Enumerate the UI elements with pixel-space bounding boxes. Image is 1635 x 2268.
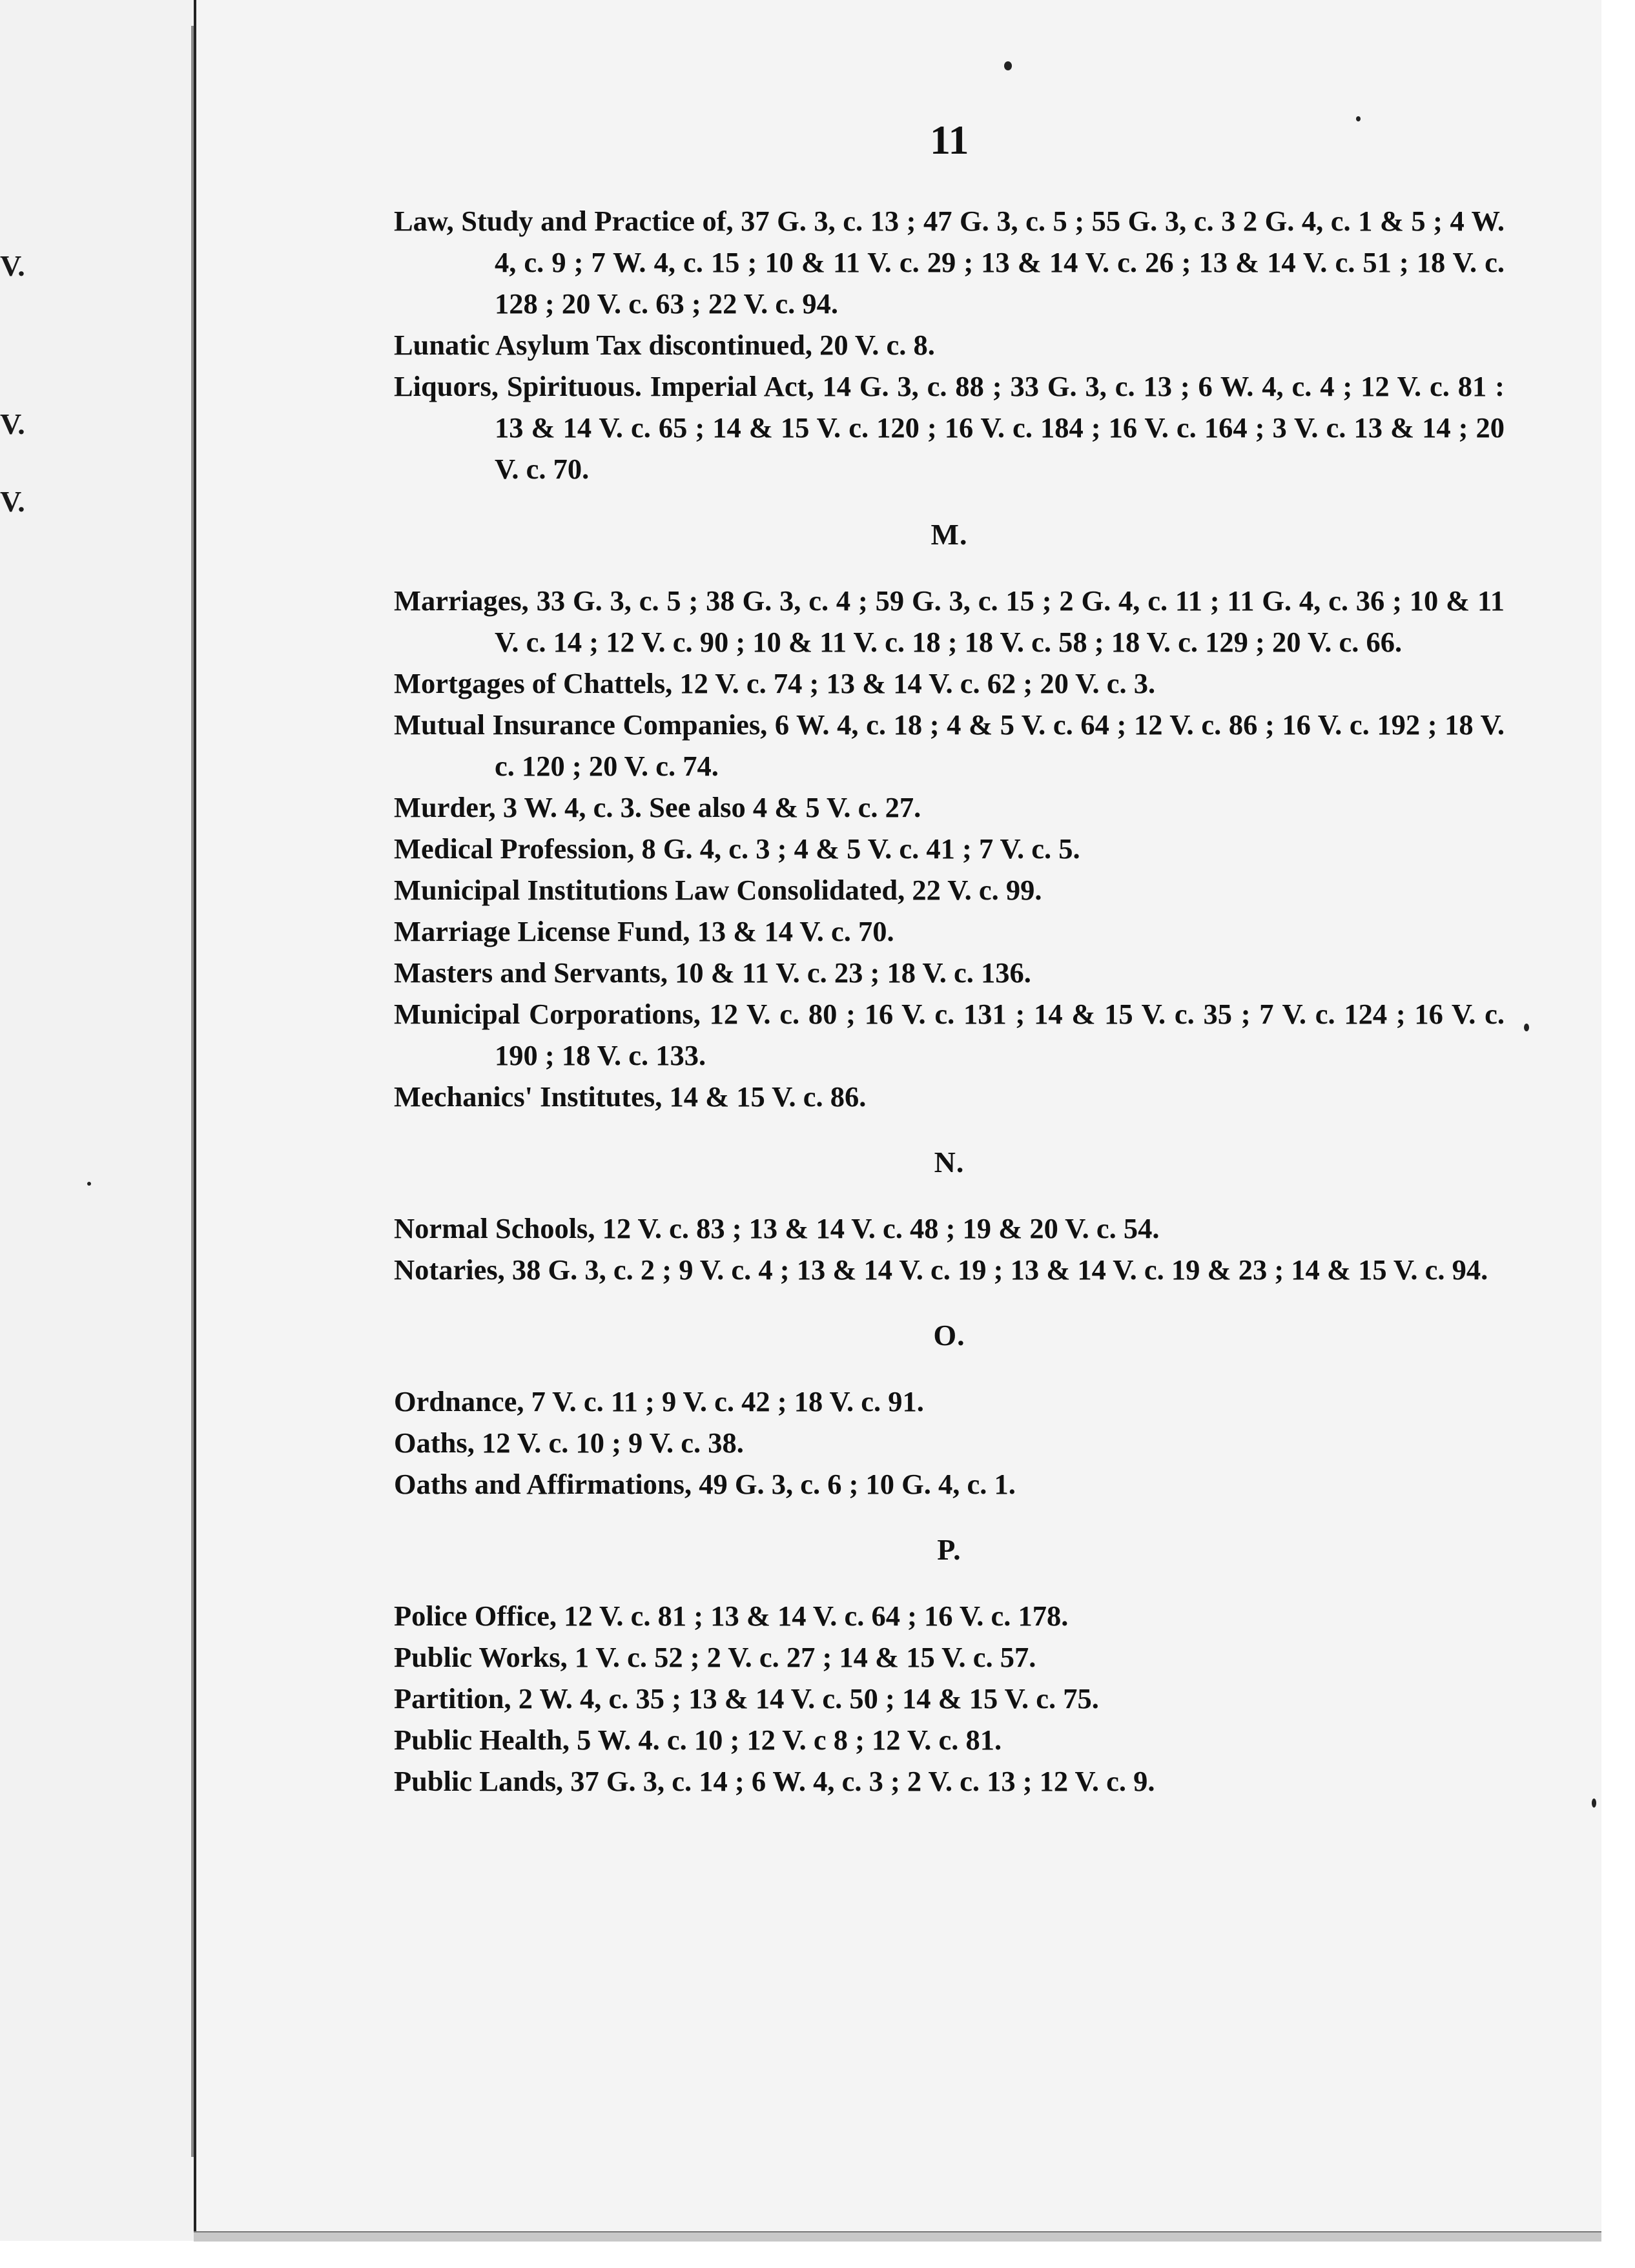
index-entry: Masters and Servants, 10 & 11 V. c. 23 ; 18 V. c. 136.	[394, 956, 1031, 989]
index-entry: Law, Study and Practice of, 37 G. 3, c. 13 ; 47 G. 3, c. 5 ; 55 G. 3, c. 3 2 G. 4, c. 1 & 5 ; 4 W. 4, c. 9 ; 7 W. 4, c. 15 ; 10 & 11 V. c. 29 ; 13 & 14 V. c. 26 ; 13 & 14 V. c. 51 ; 18 V. c. 128 ; 20 V. c. 63 ; 22 V. c. 94.	[394, 205, 1505, 320]
index-entry: Normal Schools, 12 V. c. 83 ; 13 & 14 V. c. 48 ; 19 & 20 V. c. 54.	[394, 1212, 1160, 1244]
index-entry: Partition, 2 W. 4, c. 35 ; 13 & 14 V. c. 50 ; 14 & 15 V. c. 75.	[394, 1682, 1099, 1715]
ink-speck	[87, 1182, 91, 1186]
index-body	[394, 200, 1505, 1802]
index-entry: Municipal Corporations, 12 V. c. 80 ; 16 V. c. 131 ; 14 & 15 V. c. 35 ; 7 V. c. 124 ; 16 V. c. 190 ; 18 V. c. 133.	[394, 998, 1505, 1071]
facing-page-fragment: V.	[0, 249, 25, 282]
index-entry: Liquors, Spirituous. Imperial Act, 14 G. 3, c. 88 ; 33 G. 3, c. 13 ; 6 W. 4, c. 4 ; 12 V. c. 81 : 13 & 14 V. c. 65 ; 14 & 15 V. c. 120 ; 16 V. c. 184 ; 16 V. c. 164 ; 3 V. c. 13 & 14 ; 20 V. c. 70.	[394, 370, 1505, 485]
facing-page-fragment: V.	[0, 485, 25, 518]
index-entry: Public Health, 5 W. 4. c. 10 ; 12 V. c 8 ; 12 V. c. 81.	[394, 1724, 1002, 1756]
index-entry: Ordnance, 7 V. c. 11 ; 9 V. c. 42 ; 18 V. c. 91.	[394, 1385, 924, 1418]
ink-speck	[1592, 1799, 1596, 1808]
page-number: 11	[930, 117, 969, 163]
index-entry: Marriage License Fund, 13 & 14 V. c. 70.	[394, 915, 894, 947]
index-section-o	[394, 1315, 1505, 1505]
index-entry: Notaries, 38 G. 3, c. 2 ; 9 V. c. 4 ; 13 & 14 V. c. 19 ; 13 & 14 V. c. 19 & 23 ; 14 & 15 V. c. 94.	[394, 1253, 1488, 1286]
index-entry: Oaths and Affirmations, 49 G. 3, c. 6 ; 10 G. 4, c. 1.	[394, 1468, 1016, 1500]
index-entry: Mutual Insurance Companies, 6 W. 4, c. 18 ; 4 & 5 V. c. 64 ; 12 V. c. 86 ; 16 V. c. 192 ; 18 V. c. 120 ; 20 V. c. 74.	[394, 708, 1505, 782]
index-entry: Mortgages of Chattels, 12 V. c. 74 ; 13 & 14 V. c. 62 ; 20 V. c. 3.	[394, 667, 1156, 699]
facing-page-margin	[0, 0, 194, 2241]
index-section-p	[394, 1529, 1505, 1802]
index-entry: Marriages, 33 G. 3, c. 5 ; 38 G. 3, c. 4 ; 59 G. 3, c. 15 ; 2 G. 4, c. 11 ; 11 G. 4, c. 36 ; 10 & 11 V. c. 14 ; 12 V. c. 90 ; 10 & 11 V. c. 18 ; 18 V. c. 58 ; 18 V. c. 129 ; 20 V. c. 66.	[394, 584, 1505, 658]
index-entry: Medical Profession, 8 G. 4, c. 3 ; 4 & 5 V. c. 41 ; 7 V. c. 5.	[394, 832, 1080, 865]
index-entry: Police Office, 12 V. c. 81 ; 13 & 14 V. c. 64 ; 16 V. c. 178.	[394, 1600, 1069, 1632]
ink-speck	[1356, 116, 1361, 121]
ink-speck	[1004, 61, 1012, 70]
index-entry: Oaths, 12 V. c. 10 ; 9 V. c. 38.	[394, 1427, 744, 1459]
index-section-l	[394, 200, 1505, 490]
section-heading: N.	[934, 1146, 965, 1179]
index-entry: Public Lands, 37 G. 3, c. 14 ; 6 W. 4, c. 3 ; 2 V. c. 13 ; 12 V. c. 9.	[394, 1765, 1155, 1797]
index-section-m	[394, 514, 1505, 1117]
index-entry: Lunatic Asylum Tax discontinued, 20 V. c. 8.	[394, 329, 935, 361]
section-heading: O.	[933, 1319, 965, 1352]
page-bottom-edge	[194, 2231, 1601, 2242]
index-section-n	[394, 1142, 1505, 1290]
index-entry: Public Works, 1 V. c. 52 ; 2 V. c. 27 ; 14 & 15 V. c. 57.	[394, 1641, 1036, 1673]
index-entry: Municipal Institutions Law Consolidated, 22 V. c. 99.	[394, 874, 1042, 906]
index-entry: Murder, 3 W. 4, c. 3. See also 4 & 5 V. c. 27.	[394, 791, 921, 823]
ink-speck	[1524, 1024, 1529, 1031]
facing-page-fragment: V.	[0, 407, 25, 440]
scan-background	[1601, 0, 1635, 2268]
section-heading: P.	[937, 1533, 961, 1566]
index-entry: Mechanics' Institutes, 14 & 15 V. c. 86.	[394, 1080, 867, 1113]
section-heading: M.	[931, 518, 968, 551]
